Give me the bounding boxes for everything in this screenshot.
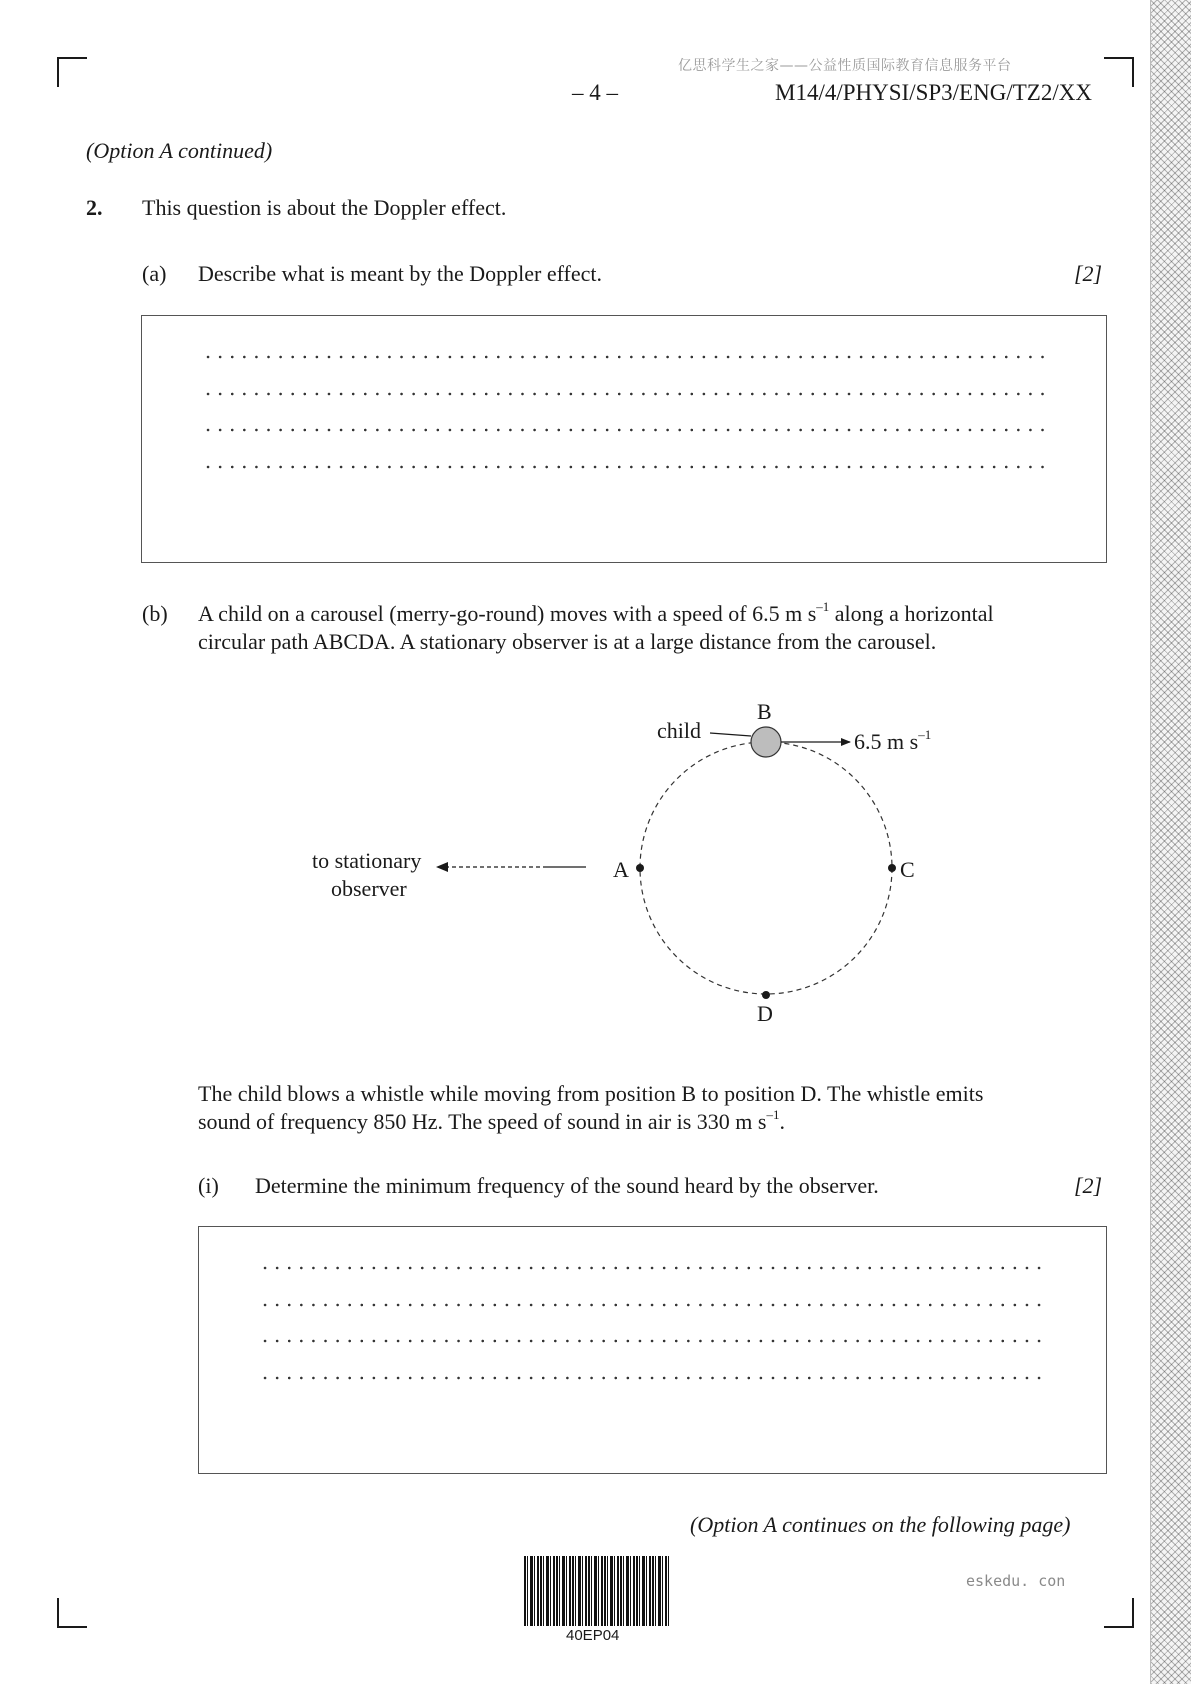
barcode-label: 40EP04 bbox=[566, 1627, 620, 1644]
answer-box-b-i[interactable] bbox=[198, 1226, 1107, 1474]
sub-i-text: Determine the minimum frequency of the sound heard by the observer. bbox=[255, 1173, 879, 1198]
sub-i-marks: [2] bbox=[1074, 1173, 1103, 1198]
point-d bbox=[762, 991, 770, 999]
part-b-text-line2: circular path ABCDA. A stationary observer is at a large distance from the carousel. bbox=[198, 629, 937, 654]
part-b-text-line1: A child on a carousel (merry-go-round) moves with a speed of 6.5 m $s^{-1}$ along a horizontal bbox=[198, 598, 994, 626]
child-pointer-line bbox=[710, 733, 751, 736]
point-c bbox=[888, 864, 896, 872]
answer-line[interactable] bbox=[259, 1376, 1045, 1380]
header-watermark: 亿思科学生之家——公益性质国际教育信息服务平台 bbox=[678, 58, 1012, 74]
part-a-marks: [2] bbox=[1074, 261, 1103, 286]
sub-i-label: (i) bbox=[198, 1173, 219, 1198]
child-ball bbox=[751, 727, 781, 757]
label-observer-line1: to stationary bbox=[312, 848, 422, 873]
point-a bbox=[636, 864, 644, 872]
circular-path bbox=[640, 742, 892, 994]
barcode bbox=[524, 1556, 669, 1626]
answer-line[interactable] bbox=[259, 1339, 1045, 1343]
part-b-para2-line1: The child blows a whistle while moving from position B to position D. The whistle emits bbox=[198, 1081, 984, 1106]
label-b: B bbox=[757, 699, 772, 724]
label-d: D bbox=[757, 1001, 773, 1026]
label-a: A bbox=[613, 857, 629, 882]
label-child: child bbox=[657, 718, 701, 743]
part-b-label: (b) bbox=[142, 601, 168, 626]
continues-note: (Option A continues on the following page) bbox=[690, 1512, 1071, 1537]
label-speed: 6.5 m $s^{-1}$ bbox=[854, 726, 932, 754]
question-number: 2. bbox=[86, 195, 103, 220]
part-b-para2-line2: sound of frequency 850 Hz. The speed of sound in air is 330 m $s^{-1}$. bbox=[198, 1106, 785, 1134]
paper-code: M14/4/PHYSI/SP3/ENG/TZ2/XX bbox=[775, 80, 1092, 105]
page-number: – 4 – bbox=[572, 80, 618, 105]
question-stem: This question is about the Doppler effect. bbox=[142, 195, 507, 220]
label-observer-line2: observer bbox=[331, 876, 407, 901]
part-a-text: Describe what is meant by the Doppler effect. bbox=[198, 261, 603, 286]
answer-line[interactable] bbox=[259, 1266, 1045, 1270]
footer-watermark: eskedu. con bbox=[966, 1572, 1066, 1590]
answer-line[interactable] bbox=[259, 1303, 1045, 1307]
option-continued-label: (Option A continued) bbox=[86, 138, 273, 163]
part-a-label: (a) bbox=[142, 261, 167, 286]
label-c: C bbox=[900, 857, 915, 882]
